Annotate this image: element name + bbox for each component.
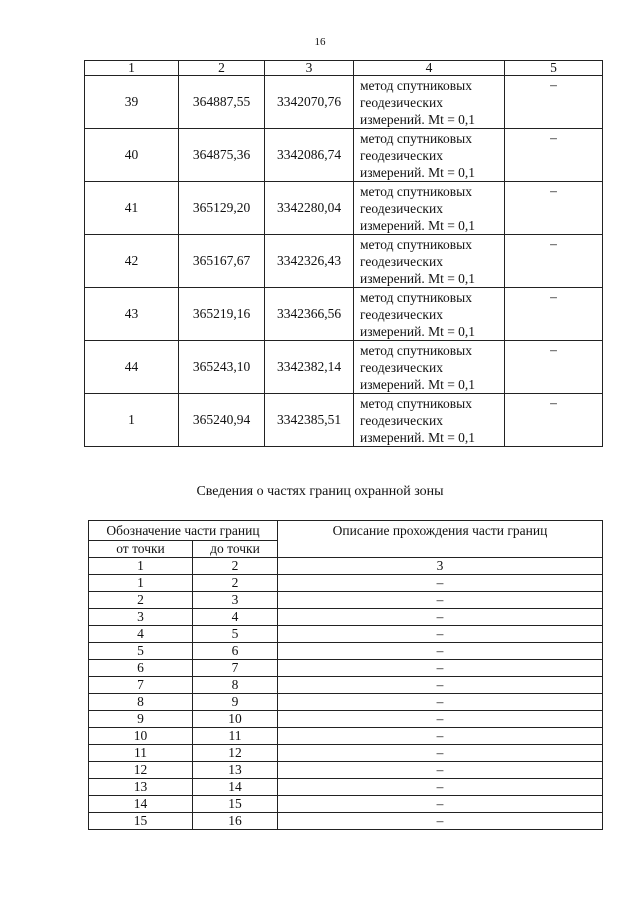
method-line: геодезических — [360, 360, 443, 375]
point-number: 42 — [85, 235, 179, 288]
coordinate-row — [85, 129, 603, 182]
method-line: измерений. Mt = 0,1 — [360, 377, 476, 392]
part-description: – — [278, 813, 603, 830]
parts-column-numbers-row — [89, 558, 603, 575]
from-point: 7 — [89, 677, 193, 694]
y-coordinate: 3342280,04 — [265, 182, 354, 235]
x-coordinate: 364875,36 — [179, 129, 265, 182]
part-description: – — [278, 711, 603, 728]
boundary-part-row — [89, 694, 603, 711]
coordinate-row — [85, 341, 603, 394]
coordinate-row — [85, 235, 603, 288]
method-line: измерений. Mt = 0,1 — [360, 324, 476, 339]
from-point: 4 — [89, 626, 193, 643]
from-point: 3 — [89, 609, 193, 626]
method-line: метод спутниковых — [360, 396, 472, 411]
method-description — [354, 235, 505, 288]
point-number: 39 — [85, 76, 179, 129]
method-line: метод спутниковых — [360, 78, 472, 93]
method-line: геодезических — [360, 201, 443, 216]
to-point: 2 — [193, 575, 278, 592]
method-description — [354, 182, 505, 235]
method-line: измерений. Mt = 0,1 — [360, 218, 476, 233]
note: – — [505, 394, 603, 447]
part-description: – — [278, 694, 603, 711]
point-number: 43 — [85, 288, 179, 341]
method-line: измерений. Mt = 0,1 — [360, 430, 476, 445]
coordinate-row — [85, 182, 603, 235]
method-line: метод спутниковых — [360, 237, 472, 252]
boundary-part-row — [89, 728, 603, 745]
boundary-part-row — [89, 660, 603, 677]
page-number: 16 — [314, 36, 326, 48]
point-number: 44 — [85, 341, 179, 394]
method-description — [354, 288, 505, 341]
to-point: 16 — [193, 813, 278, 830]
method-line: геодезических — [360, 254, 443, 269]
y-coordinate: 3342385,51 — [265, 394, 354, 447]
designation-header: Обозначение части границ — [89, 521, 278, 541]
coordinates-header-row — [85, 61, 603, 76]
boundary-part-row — [89, 592, 603, 609]
boundary-part-row — [89, 762, 603, 779]
to-point: 11 — [193, 728, 278, 745]
boundary-part-row — [89, 779, 603, 796]
to-point: 7 — [193, 660, 278, 677]
method-line: метод спутниковых — [360, 343, 472, 358]
note: – — [505, 182, 603, 235]
method-line: геодезических — [360, 95, 443, 110]
column-number-2: 2 — [179, 61, 265, 76]
method-line: геодезических — [360, 148, 443, 163]
from-point: 14 — [89, 796, 193, 813]
part-description: – — [278, 779, 603, 796]
method-line: метод спутниковых — [360, 184, 472, 199]
y-coordinate: 3342382,14 — [265, 341, 354, 394]
column-number-5: 5 — [505, 61, 603, 76]
from-point: 9 — [89, 711, 193, 728]
x-coordinate: 365167,67 — [179, 235, 265, 288]
method-description — [354, 394, 505, 447]
part-description: – — [278, 643, 603, 660]
y-coordinate: 3342326,43 — [265, 235, 354, 288]
to-point: 3 — [193, 592, 278, 609]
column-number-3: 3 — [278, 558, 603, 575]
column-number-4: 4 — [354, 61, 505, 76]
y-coordinate: 3342086,74 — [265, 129, 354, 182]
part-description: – — [278, 796, 603, 813]
boundary-parts-table — [88, 520, 603, 830]
from-point: 5 — [89, 643, 193, 660]
to-point: 8 — [193, 677, 278, 694]
part-description: – — [278, 745, 603, 762]
part-description: – — [278, 762, 603, 779]
boundary-part-row — [89, 626, 603, 643]
method-line: метод спутниковых — [360, 131, 472, 146]
to-point-header: до точки — [193, 541, 278, 558]
point-number: 41 — [85, 182, 179, 235]
to-point: 14 — [193, 779, 278, 796]
from-point: 10 — [89, 728, 193, 745]
part-description: – — [278, 677, 603, 694]
part-description: – — [278, 728, 603, 745]
point-number: 40 — [85, 129, 179, 182]
coordinate-row — [85, 76, 603, 129]
description-header: Описание прохождения части границ — [278, 521, 603, 558]
boundary-part-row — [89, 745, 603, 762]
x-coordinate: 365243,10 — [179, 341, 265, 394]
method-line: геодезических — [360, 307, 443, 322]
from-point: 15 — [89, 813, 193, 830]
from-point: 1 — [89, 575, 193, 592]
x-coordinate: 365129,20 — [179, 182, 265, 235]
from-point: 6 — [89, 660, 193, 677]
to-point: 4 — [193, 609, 278, 626]
note: – — [505, 341, 603, 394]
section-title: Сведения о частях границ охранной зоны — [196, 484, 444, 499]
method-description — [354, 76, 505, 129]
boundary-part-row — [89, 677, 603, 694]
coordinate-row — [85, 394, 603, 447]
boundary-part-row — [89, 711, 603, 728]
column-number-2: 2 — [193, 558, 278, 575]
coordinates-table — [84, 60, 603, 447]
method-line: измерений. Mt = 0,1 — [360, 165, 476, 180]
column-number-1: 1 — [89, 558, 193, 575]
column-number-3: 3 — [265, 61, 354, 76]
note: – — [505, 235, 603, 288]
boundary-part-row — [89, 609, 603, 626]
x-coordinate: 365219,16 — [179, 288, 265, 341]
note: – — [505, 288, 603, 341]
y-coordinate: 3342366,56 — [265, 288, 354, 341]
to-point: 6 — [193, 643, 278, 660]
to-point: 12 — [193, 745, 278, 762]
boundary-part-row — [89, 813, 603, 830]
point-number: 1 — [85, 394, 179, 447]
y-coordinate: 3342070,76 — [265, 76, 354, 129]
from-point: 11 — [89, 745, 193, 762]
boundary-part-row — [89, 796, 603, 813]
column-number-1: 1 — [85, 61, 179, 76]
method-description — [354, 129, 505, 182]
method-line: измерений. Mt = 0,1 — [360, 112, 476, 127]
x-coordinate: 364887,55 — [179, 76, 265, 129]
part-description: – — [278, 660, 603, 677]
coordinate-row — [85, 288, 603, 341]
to-point: 9 — [193, 694, 278, 711]
from-point: 8 — [89, 694, 193, 711]
parts-header-row — [89, 521, 603, 541]
from-point-header: от точки — [89, 541, 193, 558]
to-point: 13 — [193, 762, 278, 779]
part-description: – — [278, 575, 603, 592]
note: – — [505, 129, 603, 182]
from-point: 13 — [89, 779, 193, 796]
method-line: измерений. Mt = 0,1 — [360, 271, 476, 286]
from-point: 12 — [89, 762, 193, 779]
part-description: – — [278, 592, 603, 609]
part-description: – — [278, 609, 603, 626]
to-point: 15 — [193, 796, 278, 813]
x-coordinate: 365240,94 — [179, 394, 265, 447]
method-line: метод спутниковых — [360, 290, 472, 305]
from-point: 2 — [89, 592, 193, 609]
to-point: 10 — [193, 711, 278, 728]
to-point: 5 — [193, 626, 278, 643]
boundary-part-row — [89, 575, 603, 592]
part-description: – — [278, 626, 603, 643]
note: – — [505, 76, 603, 129]
method-description — [354, 341, 505, 394]
boundary-part-row — [89, 643, 603, 660]
method-line: геодезических — [360, 413, 443, 428]
